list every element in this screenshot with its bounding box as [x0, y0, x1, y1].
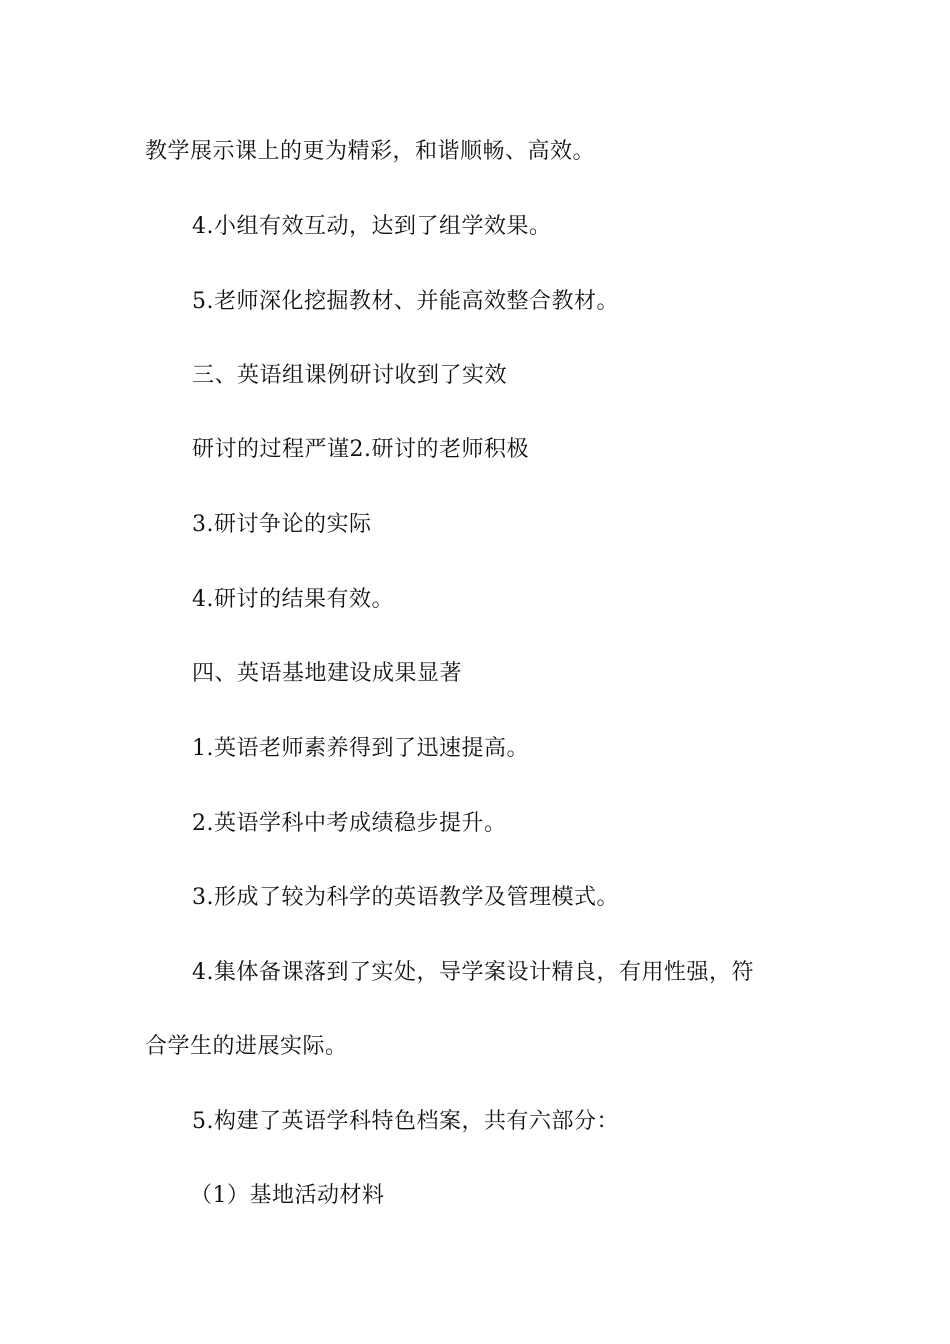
paragraph-line: 1.英语老师素养得到了迅速提高。: [192, 736, 529, 761]
section-heading: 三、英语组课例研讨收到了实效: [192, 363, 508, 388]
paragraph-line: 4.集体备课落到了实处，导学案设计精良，有用性强，符: [192, 960, 754, 985]
list-item: （1）基地活动材料: [190, 1183, 385, 1208]
paragraph-line: 3.形成了较为科学的英语教学及管理模式。: [192, 885, 619, 910]
paragraph-line: 研讨的过程严谨2.研讨的老师积极: [192, 437, 529, 462]
paragraph-line: 5.老师深化挖掘教材、并能高效整合教材。: [192, 289, 619, 314]
paragraph-line: 3.研讨争论的实际: [192, 512, 372, 537]
paragraph-line: 5.构建了英语学科特色档案，共有六部分：: [192, 1109, 619, 1134]
paragraph-line: 合学生的进展实际。: [145, 1034, 348, 1059]
section-heading: 四、英语基地建设成果显著: [192, 661, 463, 686]
paragraph-line: 2.英语学科中考成绩稳步提升。: [192, 811, 507, 836]
paragraph-line: 4.研讨的结果有效。: [192, 587, 394, 612]
paragraph-line: 4.小组有效互动，达到了组学效果。: [192, 214, 552, 239]
paragraph-line: 教学展示课上的更为精彩，和谐顺畅、高效。: [145, 139, 596, 164]
